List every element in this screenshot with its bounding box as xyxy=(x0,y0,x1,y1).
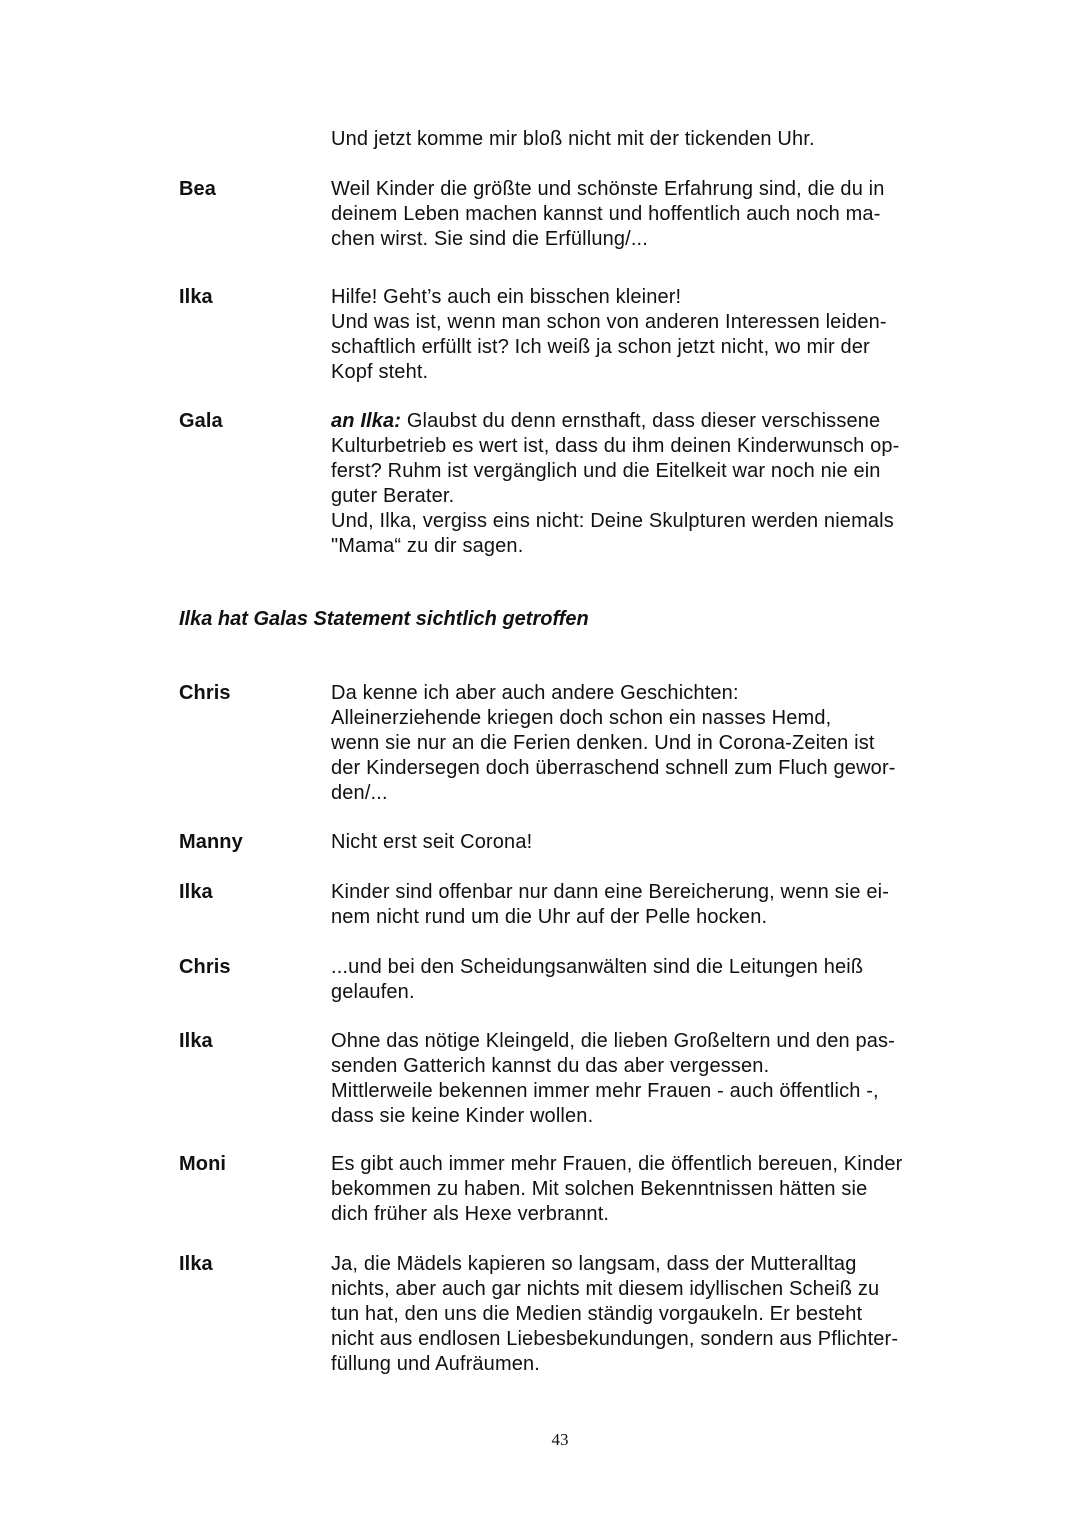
speaker-name: Chris xyxy=(179,956,231,978)
dialogue-line: Alleinerziehende kriegen doch schon ein nasses Hemd, xyxy=(331,707,832,729)
dialogue-text xyxy=(331,830,949,855)
dialogue-text xyxy=(331,880,949,930)
dialogue-line: wenn sie nur an die Ferien denken. Und in Corona-Zeiten ist xyxy=(331,732,875,754)
dialogue-line: Nicht erst seit Corona! xyxy=(331,831,533,853)
dialogue-line: dich früher als Hexe verbrannt. xyxy=(331,1203,610,1225)
dialogue-line: Kulturbetrieb es wert ist, dass du ihm deinen Kinderwunsch op- xyxy=(331,435,900,457)
dialogue-line: Und, Ilka, vergiss eins nicht: Deine Skulpturen werden niemals xyxy=(331,510,894,532)
dialogue-text xyxy=(331,955,949,1005)
dialogue-line: Ohne das nötige Kleingeld, die lieben Großeltern und den pas- xyxy=(331,1030,895,1052)
dialogue-line: deinem Leben machen kannst und hoffentlich auch noch ma- xyxy=(331,203,881,225)
speaker-name: Ilka xyxy=(179,286,213,308)
stage-direction-inline: an Ilka: xyxy=(331,410,402,432)
dialogue-text xyxy=(331,177,949,252)
speaker-name: Chris xyxy=(179,682,231,704)
dialogue-line: den/... xyxy=(331,782,388,804)
dialogue-text xyxy=(331,1152,949,1227)
dialogue-line: Mittlerweile bekennen immer mehr Frauen - auch öffentlich -, xyxy=(331,1080,879,1102)
speaker-name: Ilka xyxy=(179,1030,213,1052)
speaker-name: Ilka xyxy=(179,1253,213,1275)
dialogue-line: Weil Kinder die größte und schönste Erfahrung sind, die du in xyxy=(331,178,885,200)
dialogue-line: nicht aus endlosen Liebesbekundungen, sondern aus Pflichter- xyxy=(331,1328,899,1350)
dialogue-line xyxy=(331,409,949,434)
dialogue-line-rest: Glaubst du denn ernsthaft, dass dieser verschissene xyxy=(401,410,881,432)
dialogue-line: füllung und Aufräumen. xyxy=(331,1353,541,1375)
dialogue-line: Kinder sind offenbar nur dann eine Bereicherung, wenn sie ei- xyxy=(331,881,890,903)
dialogue-line: chen wirst. Sie sind die Erfüllung/... xyxy=(331,228,648,250)
dialogue-text xyxy=(331,681,949,806)
dialogue-line: nichts, aber auch gar nichts mit diesem idyllischen Scheiß zu xyxy=(331,1278,880,1300)
dialogue-line: Es gibt auch immer mehr Frauen, die öffentlich bereuen, Kinder xyxy=(331,1153,903,1175)
dialogue-line: ...und bei den Scheidungsanwälten sind die Leitungen heiß xyxy=(331,956,864,978)
stage-direction: Ilka hat Galas Statement sichtlich getroffen xyxy=(179,608,589,630)
speaker-name: Bea xyxy=(179,178,216,200)
speaker-name: Gala xyxy=(179,410,223,432)
dialogue-text xyxy=(331,1252,949,1377)
dialogue-line: Und was ist, wenn man schon von anderen Interessen leiden- xyxy=(331,311,887,333)
dialogue-line: Und jetzt komme mir bloß nicht mit der tickenden Uhr. xyxy=(331,128,815,150)
speaker-name: Moni xyxy=(179,1153,227,1175)
dialogue-line: tun hat, den uns die Medien ständig vorgaukeln. Er besteht xyxy=(331,1303,863,1325)
dialogue-line: gelaufen. xyxy=(331,981,415,1003)
dialogue-line: der Kindersegen doch überraschend schnell zum Fluch gewor- xyxy=(331,757,896,779)
dialogue-line: schaftlich erfüllt ist? Ich weiß ja schon jetzt nicht, wo mir der xyxy=(331,336,870,358)
dialogue-text xyxy=(331,1029,949,1129)
dialogue-line: senden Gatterich kannst du das aber vergessen. xyxy=(331,1055,770,1077)
speaker-name: Ilka xyxy=(179,881,213,903)
speaker-name: Manny xyxy=(179,831,243,853)
dialogue-line: nem nicht rund um die Uhr auf der Pelle hocken. xyxy=(331,906,768,928)
page-number: 43 xyxy=(551,1430,569,1449)
dialogue-line: ferst? Ruhm ist vergänglich und die Eitelkeit war noch nie ein xyxy=(331,460,881,482)
dialogue-line: Kopf steht. xyxy=(331,361,429,383)
dialogue-line: "Mama“ zu dir sagen. xyxy=(331,535,524,557)
dialogue-line: Da kenne ich aber auch andere Geschichten: xyxy=(331,682,739,704)
dialogue-text xyxy=(331,127,949,152)
dialogue-line: dass sie keine Kinder wollen. xyxy=(331,1105,594,1127)
dialogue-line: Hilfe! Geht’s auch ein bisschen kleiner! xyxy=(331,286,682,308)
dialogue-line: bekommen zu haben. Mit solchen Bekenntnissen hätten sie xyxy=(331,1178,868,1200)
dialogue-line: guter Berater. xyxy=(331,485,455,507)
dialogue-text xyxy=(331,285,949,385)
dialogue-text xyxy=(331,409,949,559)
dialogue-line: Ja, die Mädels kapieren so langsam, dass der Mutteralltag xyxy=(331,1253,857,1275)
